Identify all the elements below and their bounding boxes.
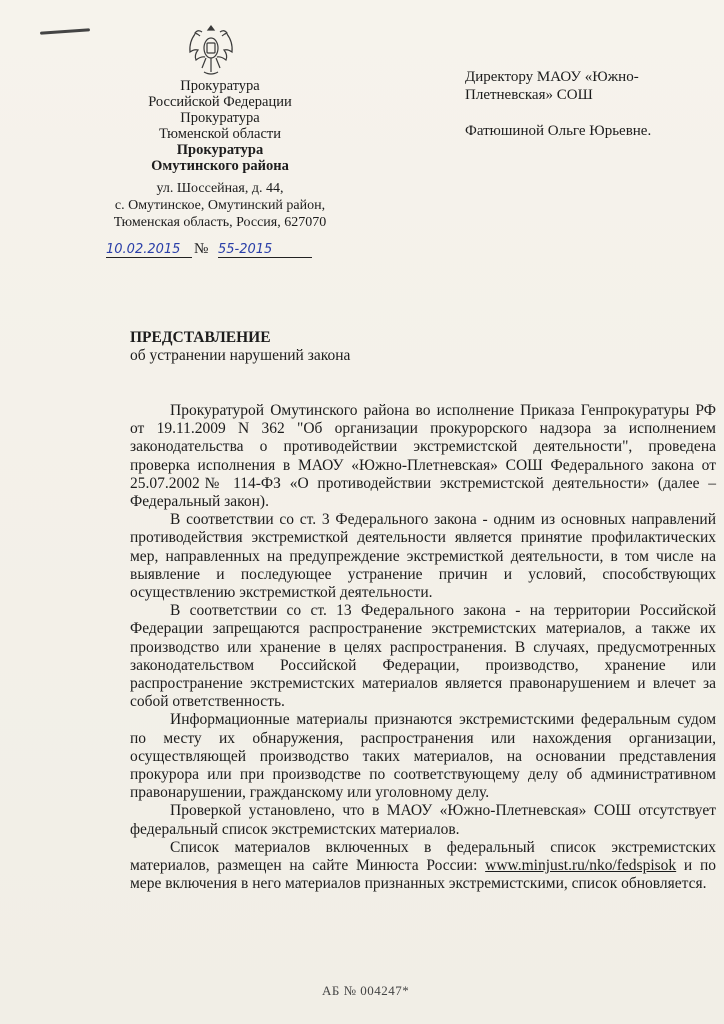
issuer-block bbox=[130, 78, 310, 174]
body-paragraph bbox=[130, 839, 716, 894]
issuer-line-bold: Прокуратура bbox=[176, 142, 264, 158]
minjust-link[interactable]: www.minjust.ru/nko/fedspisok bbox=[485, 857, 677, 875]
pen-stroke-mark bbox=[40, 28, 90, 34]
document-title: ПРЕДСТАВЛЕНИЕ bbox=[130, 329, 271, 346]
body-text: и по мере включения в него материалов признанных экстремистскими, список обновляется. bbox=[130, 857, 716, 893]
body-paragraph: Проверкой установлено, что в МАОУ «Южно-Плетневская» СОШ отсутствует федеральный список экстремистских материалов. bbox=[130, 802, 716, 838]
addressee-line: Директору МАОУ «Южно- bbox=[465, 69, 639, 85]
address-street: ул. Шоссейная, д. 44, bbox=[156, 181, 284, 196]
issuer-line-bold: Омутинского района bbox=[151, 158, 289, 174]
issuer-line: Российской Федерации bbox=[148, 94, 292, 110]
document-body bbox=[130, 402, 716, 893]
issuer-line: Прокуратура bbox=[180, 110, 260, 126]
issuer-line: Тюменской области bbox=[159, 126, 281, 142]
body-paragraph: Информационные материалы признаются экстремистскими федеральным судом по месту их обнаружения, распространения или нахождения организации, осуществляющей производство таких материалов, на основании представления прокурора или при производстве по соответствующему делу об административном правонарушении, гражданскому или уголовному делу. bbox=[130, 711, 716, 802]
addressee-block bbox=[465, 68, 705, 140]
registration-date: 10.02.2015 bbox=[106, 242, 192, 258]
double-headed-eagle-emblem-icon bbox=[186, 22, 236, 78]
issuer-address bbox=[95, 180, 345, 231]
addressee-line: Плетневская» СОШ bbox=[465, 87, 593, 103]
issuer-line: Прокуратура bbox=[180, 78, 260, 94]
addressee-name: Фатюшиной Ольге Юрьевне. bbox=[465, 123, 652, 139]
document-heading bbox=[130, 329, 430, 365]
address-region: Тюменская область, Россия, 627070 bbox=[113, 215, 327, 230]
registration-line bbox=[104, 238, 334, 260]
registration-number: 55-2015 bbox=[218, 242, 312, 258]
body-paragraph: Прокуратурой Омутинского района во исполнение Приказа Генпрокуратуры РФ от 19.11.2009 N 362 "Об организации прокурорского надзора за исполнением законодательства о противодействии экстремистской деятельности", проведена проверка исполнения в МАОУ «Южно-Плетневская» СОШ Федерального закона от 25.07.2002№ 114-ФЗ «О противодействии экстремистской деятельности» (далее – Федеральный закон). bbox=[130, 402, 716, 511]
body-text: Список материалов включенных в федеральный список экстремистских материалов, размещен на сайте Минюста России: bbox=[130, 838, 716, 875]
body-paragraph: В соответствии со ст. 3 Федерального закона - одним из основных направлений противодействия экстремисткой деятельности является принятие профилактических мер, направленных на предупреждение экстремисткой деятельности, в том числе на выявление и последующее устранение причин и условий, способствующих осуществлению экстремисткой деятельности. bbox=[130, 511, 716, 602]
document-subtitle: об устранении нарушений закона bbox=[130, 347, 351, 364]
address-city: с. Омутинское, Омутинский район, bbox=[114, 198, 326, 213]
form-serial-code: АБ № 004247* bbox=[322, 983, 410, 998]
body-paragraph: В соответствии со ст. 13 Федерального закона - на территории Российской Федерации запрещаются распространение экстремистских материалов, а также их производство или хранение в целях распространения. В случаях, предусмотренных законодательством Российской Федерации, производство, хранение или распространение экстремистских материалов является правонарушением и влечет за собой ответственность. bbox=[130, 602, 716, 711]
registration-number-label: № bbox=[194, 241, 209, 257]
